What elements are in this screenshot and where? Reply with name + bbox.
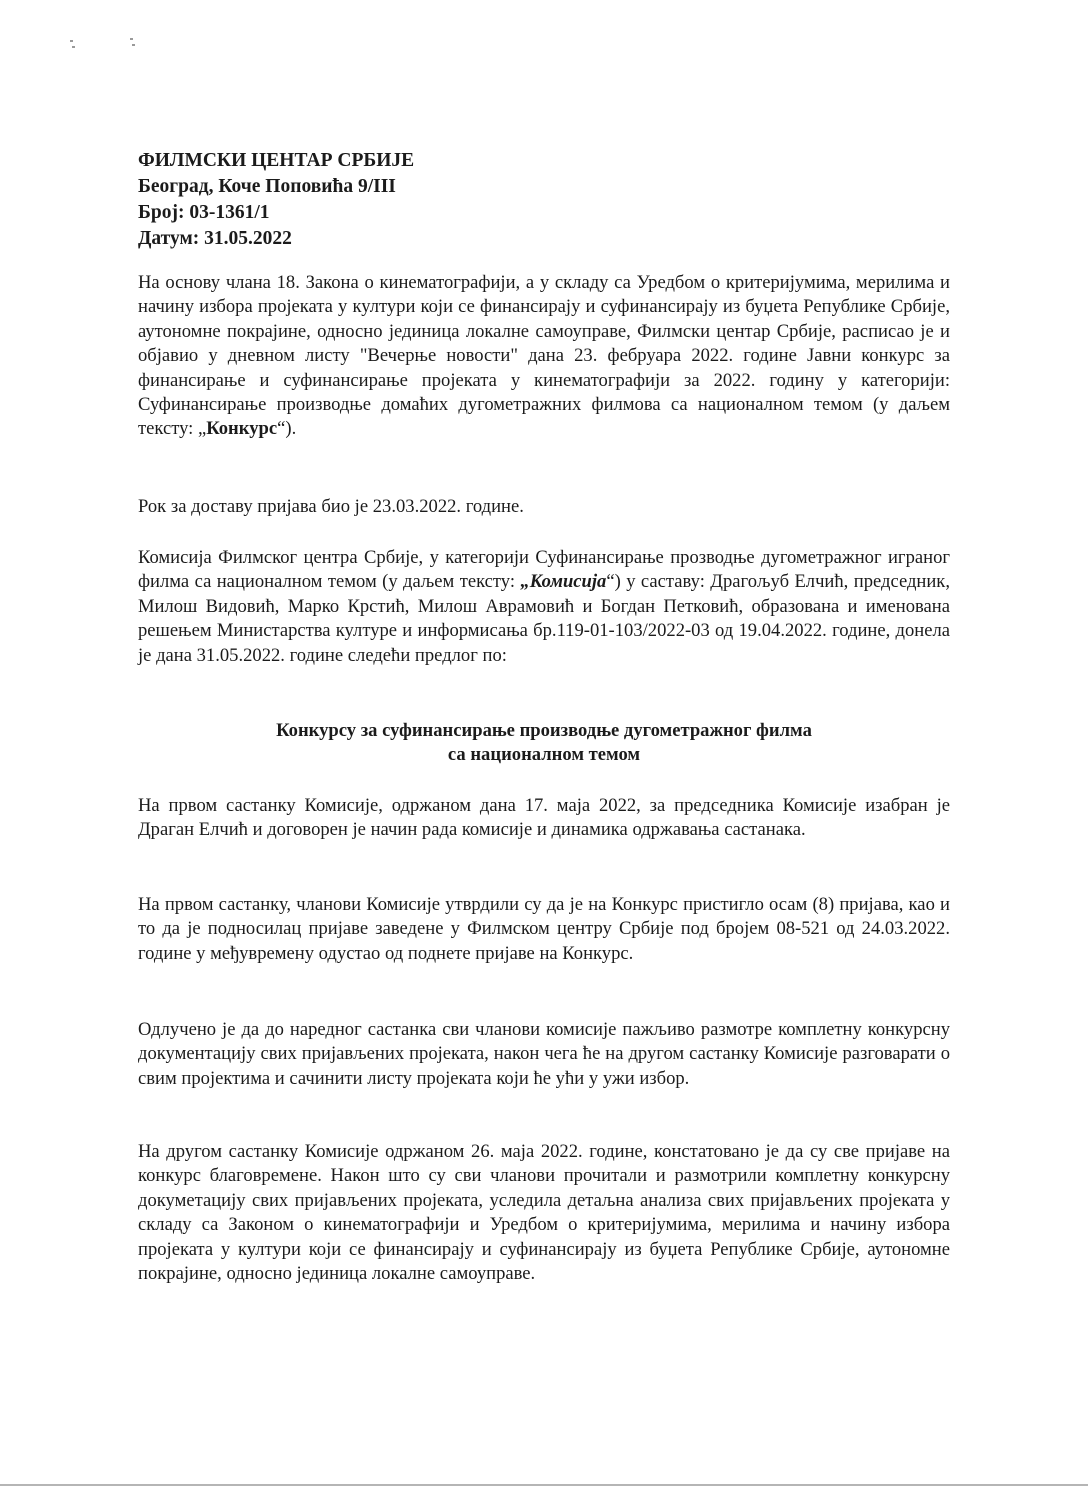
scan-marks	[68, 30, 148, 50]
commission-paragraph	[138, 546, 950, 668]
page-bottom-edge	[0, 1484, 1088, 1486]
deadline-paragraph: Рок за доставу пријава био је 23.03.2022. године.	[138, 496, 524, 517]
commission-term: „Комисија	[520, 571, 607, 593]
intro-term: Конкурс	[206, 418, 278, 440]
section-title	[138, 719, 950, 768]
intro-text: На основу члана 18. Закона о кинематографији, а у складу са Уредбом о критеријумима, мерилима и начину избора пројеката у култури који се финансирају и суфинансирају из буџета Републике Србије, аутономне покрајине, односно јединица локалне самоуправе, Филмски центар Србије, расписао је и објавио у дневном листу "Вечерње новости" дана 23. фебруара 2022. године Јавни конкурс за финансирање и суфинансирање пројеката у кинематографији за 2022. годину у категорији: Суфинансирање производње домаћих дугометражних филмова са националном темом (у даљем тексту: „	[138, 272, 950, 440]
paragraph-first-meeting: На првом састанку Комисије, одржаном дана 17. маја 2022, за председника Комисије изабран је Драган Елчић и договорен је начин рада комисије и динамика одржавања састанака.	[138, 795, 950, 841]
commission-text-after: “) у саставу: Драгољуб Елчић, председник, Милош Видовић, Марко Крстић, Милош Аврамовић и Богдан Петковић, образована и именована решењем Министарства културе и информисања бр.119-01-103/2022-03 од 19.04.2022. године, донела је дана 31.05.2022. године следећи предлог по:	[138, 571, 950, 666]
organization-name: ФИЛМСКИ ЦЕНТАР СРБИЈЕ	[138, 150, 415, 171]
intro-paragraph	[138, 271, 950, 442]
paragraph-decision: Одлучено је да до наредног састанка сви чланови комисије пажљиво размотре комплетну конкурсну документацију свих пријављених пројеката, након чега ће на другом састанку Комисије разговарати о свим пројектима и сачинити листу пројеката који ће ући у ужи избор.	[138, 1019, 950, 1089]
organization-address: Београд, Коче Поповића 9/III	[138, 176, 396, 197]
commission-text-before: Комисија Филмског центра Србије, у категорији Суфинансирање прозводње дугометражног играног филма са националном темом (у даљем тексту:	[138, 547, 950, 593]
document-header	[138, 148, 414, 252]
intro-tail: “).	[277, 418, 297, 440]
document-number: Број: 03-1361/1	[138, 202, 270, 223]
section-title-line-1: Конкурсу за суфинансирање производње дугометражног филма	[276, 720, 812, 741]
paragraph-applications: На првом састанку, чланови Комисије утврдили су да је на Конкурс пристигло осам (8) пријава, као и то да је подносилац пријаве заведене у Филмском центру Србије под бројем 08-521 од 24.03.2022. године у међувремену одустао од поднете пријаве на Конкурс.	[138, 894, 950, 964]
section-title-line-2: са националном темом	[447, 744, 641, 766]
document-date: Датум: 31.05.2022	[138, 228, 292, 249]
paragraph-second-meeting: На другом састанку Комисије одржаном 26. маја 2022. године, констатовано је да су све пријаве на конкурс благовремене. Након што су сви чланови прочитали и размотрили комплетну конкурсну докуметацију свих пријављених пројеката, уследила детаљна анализа свих пријављених пројеката у складу са Законом о кинематографији и Уредбом о критеријумима, мерилима и начину избора пројеката у култури који се финансирају и суфинансирају из буџета Републике Србије, аутономне покрајине, односно јединица локалне самоуправе.	[138, 1141, 950, 1285]
